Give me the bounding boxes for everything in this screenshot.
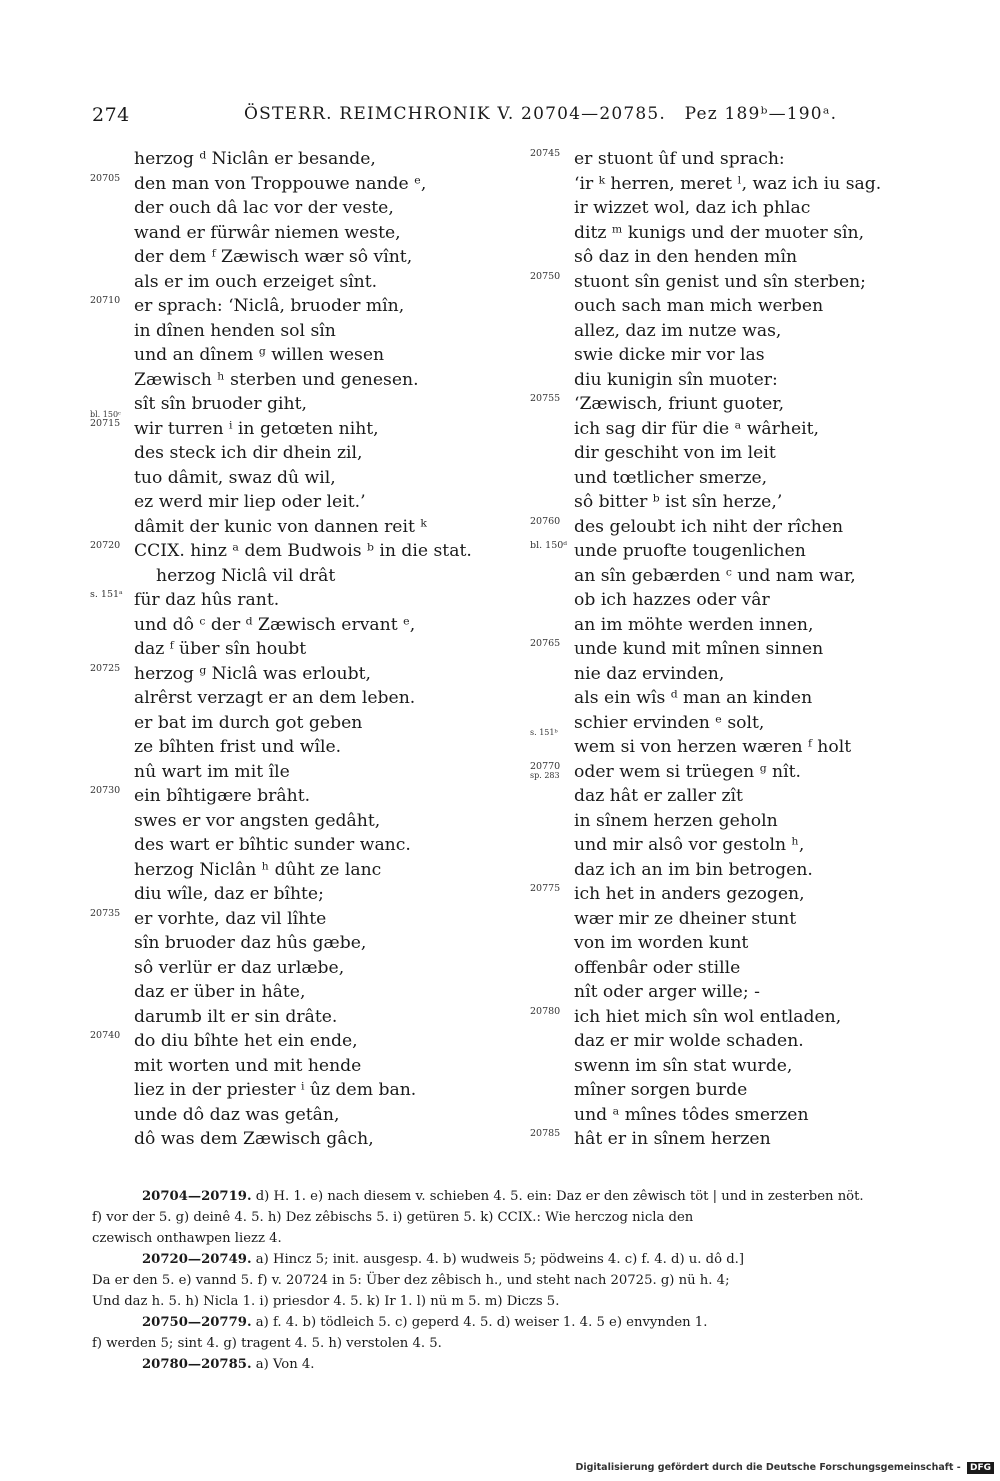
verse-text: CCIX. hinz ᵃ dem Budwois ᵇ in die stat. (134, 541, 472, 561)
dfg-logo: DFG (967, 1462, 994, 1474)
verse-text: diu kunigin sîn muoter: (574, 369, 778, 390)
verse-text: stuont sîn genist und sîn sterben; (574, 271, 866, 292)
footnote-text: f) vor der 5. g) deinê 4. 5. h) Dez zêbischs 5. i) getüren 5. k) CCIX.: Wie herczog nicla den (92, 1210, 694, 1225)
verse-line (530, 956, 930, 981)
verse-line (90, 1005, 490, 1030)
verse-text: und ᵃ mînes tôdes smerzen (574, 1104, 809, 1125)
verse-line (90, 466, 490, 491)
line-number: 20770 (530, 760, 561, 772)
running-head-pez: Pez 189ᵇ—190ᵃ. (684, 104, 838, 124)
verse-text: daz er über in hâte, (134, 982, 306, 1002)
verse-text: wir turren ⁱ in getœten niht, (134, 418, 379, 439)
line-number: 20720 (90, 540, 121, 551)
running-head (244, 104, 837, 124)
verse-text: dô was dem Zæwisch gâch, (134, 1129, 374, 1149)
verse-line (90, 784, 490, 809)
line-number: 20785 (530, 1128, 561, 1139)
verse-line (530, 907, 930, 932)
verse-line (90, 735, 490, 760)
line-number: 20765 (530, 638, 561, 649)
footnote-line (92, 1207, 954, 1228)
verse-text: ich hiet mich sîn wol entladen, (574, 1006, 842, 1027)
verse-text: liez in der priester ⁱ ûz dem ban. (134, 1080, 417, 1100)
verse-text: des wart er bîhtic sunder wanc. (134, 835, 411, 855)
verse-text: wand er fürwâr niemen weste, (134, 222, 401, 243)
verse-line (530, 637, 930, 662)
verse-text: des geloubt ich niht der rîchen (574, 516, 844, 537)
verse-text: allez, daz im nutze was, (574, 320, 782, 341)
verse-text: sô daz in den henden mîn (574, 247, 798, 267)
line-number: 20725 (90, 662, 121, 674)
verse-text: herzog ᵈ Niclân er besande, (134, 149, 376, 169)
verse-text: unde pruofte tougenlichen (574, 541, 806, 561)
verse-text: do diu bîhte het ein ende, (134, 1031, 358, 1051)
verse-text: ‘Zæwisch, friunt guoter, (574, 394, 785, 414)
verse-line (90, 686, 490, 711)
footer-credit (575, 1462, 994, 1474)
verse-text: nû wart im mit île (134, 761, 290, 782)
verse-line (530, 662, 930, 687)
verse-text: er sprach: ‘Niclâ, bruoder mîn, (134, 296, 405, 316)
verse-text: wem si von herzen wæren ᶠ holt (574, 737, 852, 757)
line-number: 20750 (530, 270, 561, 282)
line-number: 20780 (530, 1005, 561, 1017)
verse-line (530, 221, 930, 246)
verse-line (530, 564, 930, 589)
verse-line (90, 858, 490, 883)
footnote-range: 20720—20749. (142, 1252, 252, 1267)
footnote-range: 20750—20779. (142, 1315, 252, 1330)
verse-line (90, 564, 490, 589)
verse-line (90, 833, 490, 858)
verse-line (90, 515, 490, 540)
footnote-text: a) Hincz 5; init. ausgesp. 4. b) wudweis 5; pödweins 4. c) f. 4. d) u. dô d.] (251, 1252, 745, 1267)
verse-line (90, 147, 490, 172)
verse-text: daz ᶠ über sîn houbt (134, 639, 307, 659)
footnote-line (92, 1270, 954, 1291)
verse-text: an im möhte werden innen, (574, 614, 814, 635)
verse-line (90, 1054, 490, 1079)
verse-line (530, 809, 930, 834)
verse-text: ze bîhten frist und wîle. (134, 737, 342, 757)
verse-text: in sînem herzen geholn (574, 810, 778, 831)
verse-text: alrêrst verzagt er an dem leben. (134, 688, 416, 708)
footnote-line (92, 1333, 954, 1354)
verse-line (90, 809, 490, 834)
page-number: 274 (92, 104, 130, 126)
verse-text: und dô ᶜ der ᵈ Zæwisch ervant ᵉ, (134, 614, 416, 635)
footnote-text: Und daz h. 5. h) Nicla 1. i) priesdor 4. 5. k) Ir 1. l) nü m 5. m) Diczs 5. (92, 1294, 560, 1309)
verse-line (530, 1103, 930, 1128)
verse-line (90, 221, 490, 246)
verse-line (90, 245, 490, 270)
verse-text: des steck ich dir dhein zil, (134, 443, 363, 463)
verse-line (90, 392, 490, 417)
verse-text: schier ervinden ᵉ solt, (574, 712, 765, 733)
footnote-text: Da er den 5. e) vannd 5. f) v. 20724 in 5: Über dez zêbisch h., und steht nach 20725. g) nü h. 4; (92, 1273, 730, 1288)
verse-text: er bat im durch got geben (134, 712, 363, 733)
verse-text: daz hât er zaller zît (574, 786, 743, 806)
verse-line (90, 1103, 490, 1128)
verse-line (530, 833, 930, 858)
line-number: 20705 (90, 172, 121, 184)
verse-text: sît sîn bruoder giht, (134, 394, 307, 414)
verse-line (90, 931, 490, 956)
verse-line (530, 319, 930, 344)
verse-line (530, 728, 930, 760)
verse-text: hât er in sînem herzen (574, 1129, 771, 1149)
verse-line (90, 637, 490, 662)
footnote-line (92, 1186, 954, 1207)
verse-line (530, 784, 930, 809)
verse-line (90, 1029, 490, 1054)
verse-text: daz er mir wolde schaden. (574, 1031, 804, 1051)
verse-line (90, 368, 490, 393)
verse-line (90, 294, 490, 319)
verse-text: dir geschiht von im leit (574, 443, 776, 463)
footnote-line (92, 1228, 954, 1249)
verse-text: herzog Niclâ vil drât (156, 565, 336, 586)
verse-text: swie dicke mir vor las (574, 345, 765, 365)
verse-text: daz ich an im bin betrogen. (574, 859, 813, 880)
footnote-line (92, 1291, 954, 1312)
verse-text: swenn im sîn stat wurde, (574, 1055, 793, 1076)
verse-line (530, 980, 930, 1005)
verse-text: ob ich hazzes oder vâr (574, 590, 770, 610)
verse-line (530, 760, 930, 785)
verse-text: ich sag dir für die ᵃ wârheit, (574, 418, 819, 439)
verse-line (530, 147, 930, 172)
verse-text: an sîn gebærden ᶜ und nam war, (574, 565, 856, 586)
footer-text: Digitalisierung gefördert durch die Deutsche Forschungsgemeinschaft - (575, 1462, 961, 1473)
verse-text: der dem ᶠ Zæwisch wær sô vînt, (134, 247, 413, 267)
line-number: 20740 (90, 1030, 121, 1041)
verse-line (530, 245, 930, 270)
verse-line (530, 368, 930, 393)
verse-line (90, 588, 490, 613)
verse-line (90, 441, 490, 466)
verse-line (90, 613, 490, 638)
verse-text: und tœtlicher smerze, (574, 467, 768, 488)
verse-line (530, 613, 930, 638)
verse-line (90, 956, 490, 981)
verse-line (530, 1005, 930, 1030)
verse-text: dâmit der kunic von dannen reit ᵏ (134, 516, 427, 537)
verse-line (90, 760, 490, 785)
footnote-text: f) werden 5; sint 4. g) tragent 4. 5. h) verstolen 4. 5. (92, 1336, 442, 1351)
verse-text: und mir alsô vor gestoln ʰ, (574, 835, 805, 855)
verse-line (90, 980, 490, 1005)
verse-line (90, 882, 490, 907)
left-column (90, 147, 490, 1152)
verse-line (90, 1078, 490, 1103)
verse-text: unde kund mit mînen sinnen (574, 639, 824, 659)
verse-line (530, 1029, 930, 1054)
verse-line (530, 1127, 930, 1152)
verse-text: ez werd mir liep oder leit.’ (134, 492, 366, 512)
margin-reference: sp. 283 (530, 770, 560, 780)
verse-line (90, 172, 490, 197)
footnote-line (92, 1249, 954, 1270)
verse-text: mîner sorgen burde (574, 1080, 748, 1100)
verse-line (530, 294, 930, 319)
right-column (530, 147, 930, 1152)
footnote-text: d) H. 1. e) nach diesem v. schieben 4. 5. ein: Daz er den zêwisch töt | und in zesterben nöt. (251, 1189, 864, 1204)
footnote-text: czewisch onthawpen liezz 4. (92, 1231, 282, 1246)
verse-text: ich het in anders gezogen, (574, 884, 805, 904)
line-number: 20735 (90, 907, 121, 919)
verse-text: darumb ilt er sin drâte. (134, 1006, 338, 1027)
verse-line (530, 417, 930, 442)
verse-text: diu wîle, daz er bîhte; (134, 884, 324, 904)
verse-line (530, 1078, 930, 1103)
verse-text: herzog ᵍ Niclâ was erloubt, (134, 663, 371, 684)
verse-line (90, 907, 490, 932)
footnote-text: a) Von 4. (251, 1357, 315, 1372)
verse-text: in dînen henden sol sîn (134, 320, 336, 341)
verse-line (530, 858, 930, 883)
line-number: 20710 (90, 295, 121, 306)
line-number: 20755 (530, 393, 561, 404)
verse-text: und an dînem ᵍ willen wesen (134, 345, 385, 365)
verse-line (530, 490, 930, 515)
verse-text: er stuont ûf und sprach: (574, 149, 785, 169)
line-number: bl. 150ᵈ (530, 540, 568, 551)
verse-line (530, 515, 930, 540)
footnote-line (92, 1354, 954, 1375)
verse-text: nie daz ervinden, (574, 663, 725, 684)
verse-line (530, 466, 930, 491)
verse-line (530, 270, 930, 295)
margin-reference: s. 151ᵇ (530, 728, 558, 737)
verse-line (530, 882, 930, 907)
verse-text: für daz hûs rant. (134, 590, 280, 610)
verse-text: er vorhte, daz vil lîhte (134, 908, 327, 929)
verse-line (530, 588, 930, 613)
verse-line (530, 392, 930, 417)
verse-text: ein bîhtigære brâht. (134, 786, 311, 806)
line-number: 20730 (90, 785, 121, 796)
verse-line (530, 172, 930, 197)
verse-text: ‘ir ᵏ herren, meret ˡ, waz ich iu sag. (574, 173, 882, 194)
footnotes (92, 1186, 954, 1375)
line-number: s. 151ᵃ (90, 589, 123, 600)
verse-line (90, 662, 490, 687)
verse-text: tuo dâmit, swaz dû wil, (134, 467, 336, 488)
verse-line (530, 539, 930, 564)
footnote-text: a) f. 4. b) tödleich 5. c) geperd 4. 5. d) weiser 1. 4. 5 e) envynden 1. (251, 1315, 708, 1330)
verse-text: nît oder arger wille; - (574, 982, 760, 1002)
line-number: 20760 (530, 515, 561, 527)
verse-line (530, 1054, 930, 1079)
verse-line (90, 539, 490, 564)
verse-line (90, 270, 490, 295)
verse-line (90, 1127, 490, 1152)
line-number: 20715 (90, 417, 121, 429)
verse-text: oder wem si trüegen ᵍ nît. (574, 761, 801, 782)
verse-text: sô verlür er daz urlæbe, (134, 957, 345, 978)
verse-line (90, 711, 490, 736)
verse-line (90, 319, 490, 344)
verse-text: swes er vor angsten gedâht, (134, 810, 381, 831)
verse-text: der ouch dâ lac vor der veste, (134, 198, 394, 218)
verse-line (90, 409, 490, 442)
running-head-title: ÖSTERR. REIMCHRONIK V. 20704—20785. (244, 104, 667, 124)
verse-text: sô bitter ᵇ ist sîn herze,’ (574, 492, 783, 512)
verse-text: offenbâr oder stille (574, 957, 741, 978)
verse-line (90, 343, 490, 368)
line-number: 20745 (530, 148, 561, 159)
verse-line (90, 490, 490, 515)
footnote-range: 20780—20785. (142, 1357, 252, 1372)
margin-reference: bl. 150ᶜ (90, 409, 121, 419)
verse-text: mit worten und mit hende (134, 1055, 362, 1076)
verse-text: als er im ouch erzeiget sînt. (134, 271, 378, 292)
line-number: 20775 (530, 883, 561, 894)
verse-text: unde dô daz was getân, (134, 1104, 340, 1125)
verse-text: Zæwisch ʰ sterben und genesen. (134, 369, 419, 390)
verse-text: herzog Niclân ʰ dûht ze lanc (134, 859, 382, 880)
verse-text: ditz ᵐ kunigs und der muoter sîn, (574, 222, 865, 243)
footnote-line (92, 1312, 954, 1333)
verse-text: wær mir ze dheiner stunt (574, 908, 797, 929)
verse-line (90, 196, 490, 221)
verse-line (530, 441, 930, 466)
verse-line (530, 931, 930, 956)
verse-text: den man von Troppouwe nande ᵉ, (134, 173, 427, 194)
footnote-range: 20704—20719. (142, 1189, 252, 1204)
verse-line (530, 343, 930, 368)
verse-line (530, 711, 930, 736)
verse-text: von im worden kunt (574, 933, 749, 953)
verse-line (530, 196, 930, 221)
verse-text: ir wizzet wol, daz ich phlac (574, 198, 811, 218)
verse-text: sîn bruoder daz hûs gæbe, (134, 933, 367, 953)
verse-line (530, 686, 930, 711)
verse-text: als ein wîs ᵈ man an kinden (574, 688, 813, 708)
verse-text: ouch sach man mich werben (574, 296, 824, 316)
